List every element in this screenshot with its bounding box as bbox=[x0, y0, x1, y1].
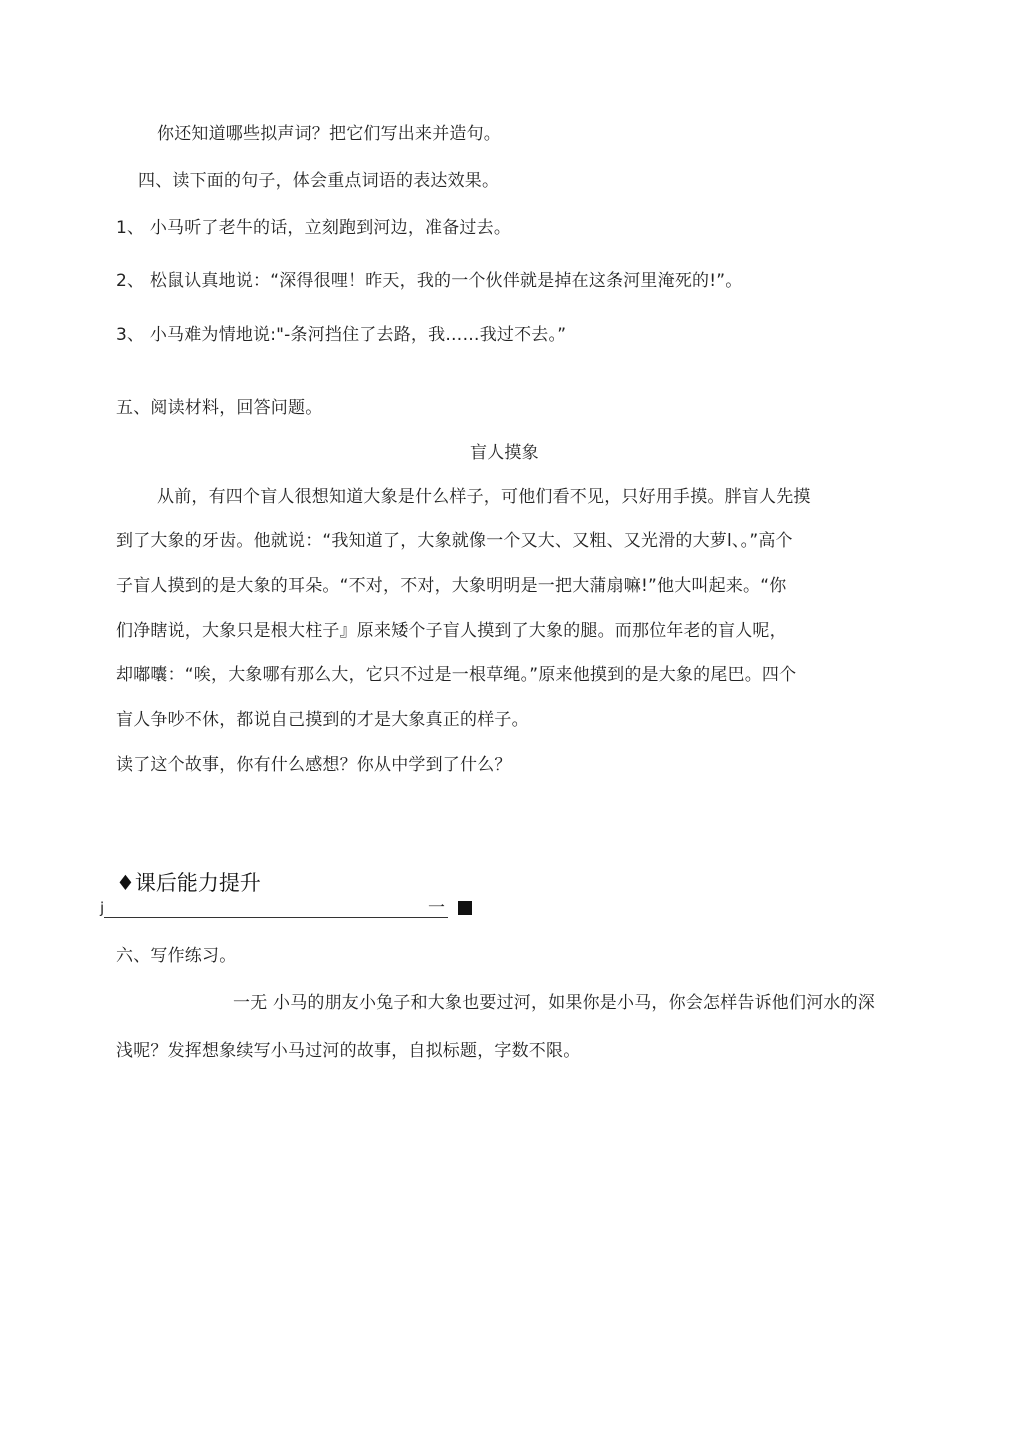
story-paragraph-line-6: 盲人争吵不休，都说自己摸到的才是大象真正的样子。 bbox=[116, 710, 529, 730]
story-title: 盲人摸象 bbox=[470, 443, 539, 463]
after-class-section-title: ♦课后能力提升 bbox=[116, 871, 261, 895]
section-five-heading: 五、阅读材料，回答问题。 bbox=[116, 398, 323, 418]
writing-prompt-line-1: 一无 小马的朋友小兔子和大象也要过河，如果你是小马，你会怎样告诉他们河水的深 bbox=[233, 993, 876, 1013]
sentence-1: 1、 小马听了老牛的话，立刻跑到河边，准备过去。 bbox=[116, 218, 512, 238]
sentence-3: 3、 小马难为情地说:"-条河挡住了去路，我……我过不去。” bbox=[116, 325, 567, 345]
divider-line bbox=[104, 917, 448, 918]
section-divider bbox=[100, 898, 445, 922]
reflection-question: 读了这个故事，你有什么感想？你从中学到了什么？ bbox=[116, 755, 512, 775]
black-square-icon bbox=[458, 901, 472, 915]
story-paragraph-line-4: 们净瞎说，大象只是根大柱子』原来矮个子盲人摸到了大象的腿。而那位年老的盲人呢， bbox=[116, 621, 787, 641]
section-six-heading: 六、写作练习。 bbox=[116, 946, 237, 966]
divider-dash: 一 bbox=[428, 898, 445, 918]
story-paragraph-line-5: 却嘟囔：“唉，大象哪有那么大，它只不过是一根草绳。”原来他摸到的是大象的尾巴。四个 bbox=[116, 665, 797, 685]
story-paragraph-line-1: 从前，有四个盲人很想知道大象是什么样子，可他们看不见，只好用手摸。胖盲人先摸 bbox=[157, 487, 811, 507]
section-four-heading: 四、读下面的句子，体会重点词语的表达效果。 bbox=[138, 171, 500, 191]
story-paragraph-line-2: 到了大象的牙齿。他就说：“我知道了，大象就像一个又大、又粗、又光滑的大萝l、。”高个 bbox=[116, 531, 793, 551]
writing-prompt-line-2: 浅呢？发挥想象续写小马过河的故事，自拟标题，字数不限。 bbox=[116, 1041, 581, 1061]
divider-mark-j: j bbox=[100, 899, 105, 917]
question-onomatopoeia: 你还知道哪些拟声词？把它们写出来并造句。 bbox=[157, 124, 501, 144]
sentence-2: 2、 松鼠认真地说：“深得很哩！昨天，我的一个伙伴就是掉在这条河里淹死的!”。 bbox=[116, 271, 743, 291]
story-paragraph-line-3: 子盲人摸到的是大象的耳朵。“不对，不对，大象明明是一把大蒲扇嘛!”他大叫起来。“你 bbox=[116, 576, 787, 596]
